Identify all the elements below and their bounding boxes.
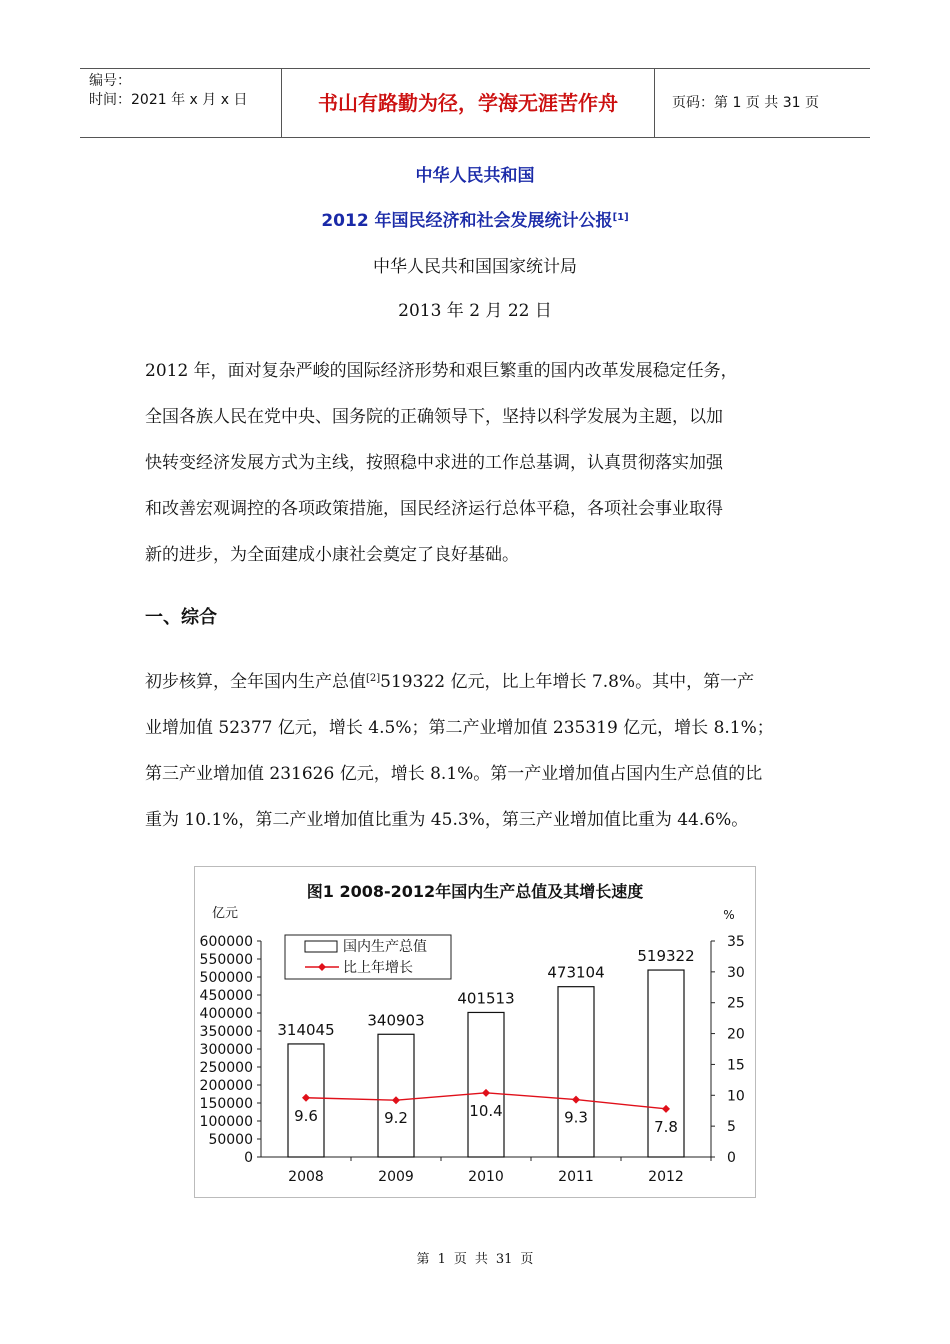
y2-tick-label: 35 xyxy=(727,934,745,950)
y2-tick-label: 30 xyxy=(727,964,745,981)
title-line2-text: 2012 年国民经济和社会发展统计公报 xyxy=(321,211,613,231)
gdp-bar-label: 314045 xyxy=(277,1020,335,1039)
intro-line: 和改善宏观调控的各项政策措施，国民经济运行总体平稳，各项社会事业取得 xyxy=(145,499,723,519)
section1-line: 业增加值 52377 亿元，增长 4.5%；第二产业增加值 235319 亿元，增长 8.1%； xyxy=(145,718,774,738)
intro-line: 全国各族人民在党中央、国务院的正确领导下，坚持以科学发展为主题，以加 xyxy=(145,407,723,427)
y-tick-label: 200000 xyxy=(199,1078,253,1094)
legend-bar-swatch xyxy=(305,941,337,952)
gdp-bar-label: 473104 xyxy=(547,963,605,982)
y-tick-label: 0 xyxy=(244,1150,253,1166)
gdp-chart xyxy=(195,867,755,1197)
gdp-bar-label: 401513 xyxy=(457,989,515,1008)
section1-line xyxy=(145,656,815,705)
y-tick-label: 400000 xyxy=(199,1006,253,1022)
section-heading: 一、综合 xyxy=(145,607,217,628)
growth-label: 9.2 xyxy=(384,1109,408,1128)
footer-part: 1 xyxy=(437,1252,446,1267)
header-motto: 书山有路勤为径，学海无涯苦作舟 xyxy=(281,69,655,137)
p1-start: 初步核算，全年国内生产总值 xyxy=(145,672,366,692)
header-page-info xyxy=(664,69,870,137)
growth-label: 9.3 xyxy=(564,1108,588,1127)
footer-part: 共 xyxy=(474,1252,488,1267)
growth-label: 10.4 xyxy=(469,1101,503,1120)
chart-title: 图1 2008-2012年国内生产总值及其增长速度 xyxy=(306,882,644,901)
section1-line: 第三产业增加值 231626 亿元，增长 8.1%。第一产业增加值占国内生产总值的比 xyxy=(145,764,763,784)
intro-line: 快转变经济发展方式为主线，按照稳中求进的工作总基调，认真贯彻落实加强 xyxy=(145,453,723,473)
y-tick-label: 300000 xyxy=(199,1042,253,1058)
gdp-bar-label: 340903 xyxy=(367,1011,425,1030)
y2-tick-label: 0 xyxy=(727,1150,736,1166)
page-footer xyxy=(0,1248,950,1267)
chart-legend xyxy=(285,935,451,979)
gdp-bar xyxy=(378,1034,414,1157)
y-tick-label: 600000 xyxy=(199,934,253,950)
y2-axis-label: % xyxy=(723,908,735,922)
y2-tick-label: 25 xyxy=(727,995,745,1012)
page-info-text: 页码：第 1 页 共 31 页 xyxy=(672,95,819,111)
author: 中华人民共和国国家统计局 xyxy=(373,257,577,277)
gdp-figure xyxy=(194,866,756,1198)
header-left-cell xyxy=(80,69,280,137)
growth-label: 9.6 xyxy=(294,1106,318,1125)
footer-part: 页 xyxy=(453,1252,467,1267)
legend-line-label: 比上年增长 xyxy=(343,960,413,976)
x-tick-label: 2008 xyxy=(288,1169,324,1185)
y2-tick-label: 5 xyxy=(727,1119,736,1136)
footnote-ref-2[interactable]: [2] xyxy=(366,673,381,684)
y-axis-label: 亿元 xyxy=(211,906,239,921)
footer-part: 第 xyxy=(416,1252,430,1267)
section1-line: 重为 10.1%，第二产业增加值比重为 45.3%，第三产业增加值比重为 44.6%。 xyxy=(145,810,749,830)
y2-tick-label: 15 xyxy=(727,1057,745,1074)
y2-tick-label: 10 xyxy=(727,1088,745,1105)
y2-tick-label: 20 xyxy=(727,1026,745,1043)
time-label: 时间：2021 年 x 月 x 日 xyxy=(89,92,248,108)
title-line1: 中华人民共和国 xyxy=(415,166,535,186)
publish-date: 2013 年 2 月 22 日 xyxy=(398,301,552,321)
p1-rest: 519322 亿元，比上年增长 7.8%。其中，第一产 xyxy=(380,672,755,692)
gdp-bar-label: 519322 xyxy=(637,947,695,966)
y-tick-label: 450000 xyxy=(199,988,253,1004)
footer-part: 页 xyxy=(520,1252,534,1267)
intro-line: 新的进步，为全面建成小康社会奠定了良好基础。 xyxy=(145,545,519,565)
y-tick-label: 250000 xyxy=(199,1060,253,1076)
x-tick-label: 2010 xyxy=(468,1169,504,1185)
footer-part: 31 xyxy=(495,1252,513,1267)
document-header xyxy=(80,68,870,138)
x-tick-label: 2009 xyxy=(378,1169,414,1185)
legend-bar-label: 国内生产总值 xyxy=(343,939,427,955)
section1-paragraph xyxy=(145,656,815,843)
y-tick-label: 50000 xyxy=(208,1132,253,1148)
y-tick-label: 100000 xyxy=(199,1114,253,1130)
y-tick-label: 550000 xyxy=(199,952,253,968)
footnote-ref-1[interactable]: [1] xyxy=(612,212,629,223)
y-tick-label: 350000 xyxy=(199,1024,253,1040)
gdp-bar xyxy=(468,1012,504,1157)
intro-paragraph xyxy=(145,348,815,578)
x-tick-label: 2011 xyxy=(558,1169,594,1185)
x-tick-label: 2012 xyxy=(648,1169,684,1185)
title-line2 xyxy=(0,206,950,231)
intro-line: 2012 年，面对复杂严峻的国际经济形势和艰巨繁重的国内改革发展稳定任务， xyxy=(145,361,738,381)
growth-label: 7.8 xyxy=(654,1117,678,1136)
number-label: 编号： xyxy=(89,73,131,89)
y-tick-label: 150000 xyxy=(199,1096,253,1112)
y-tick-label: 500000 xyxy=(199,970,253,986)
gdp-bar xyxy=(558,987,594,1157)
